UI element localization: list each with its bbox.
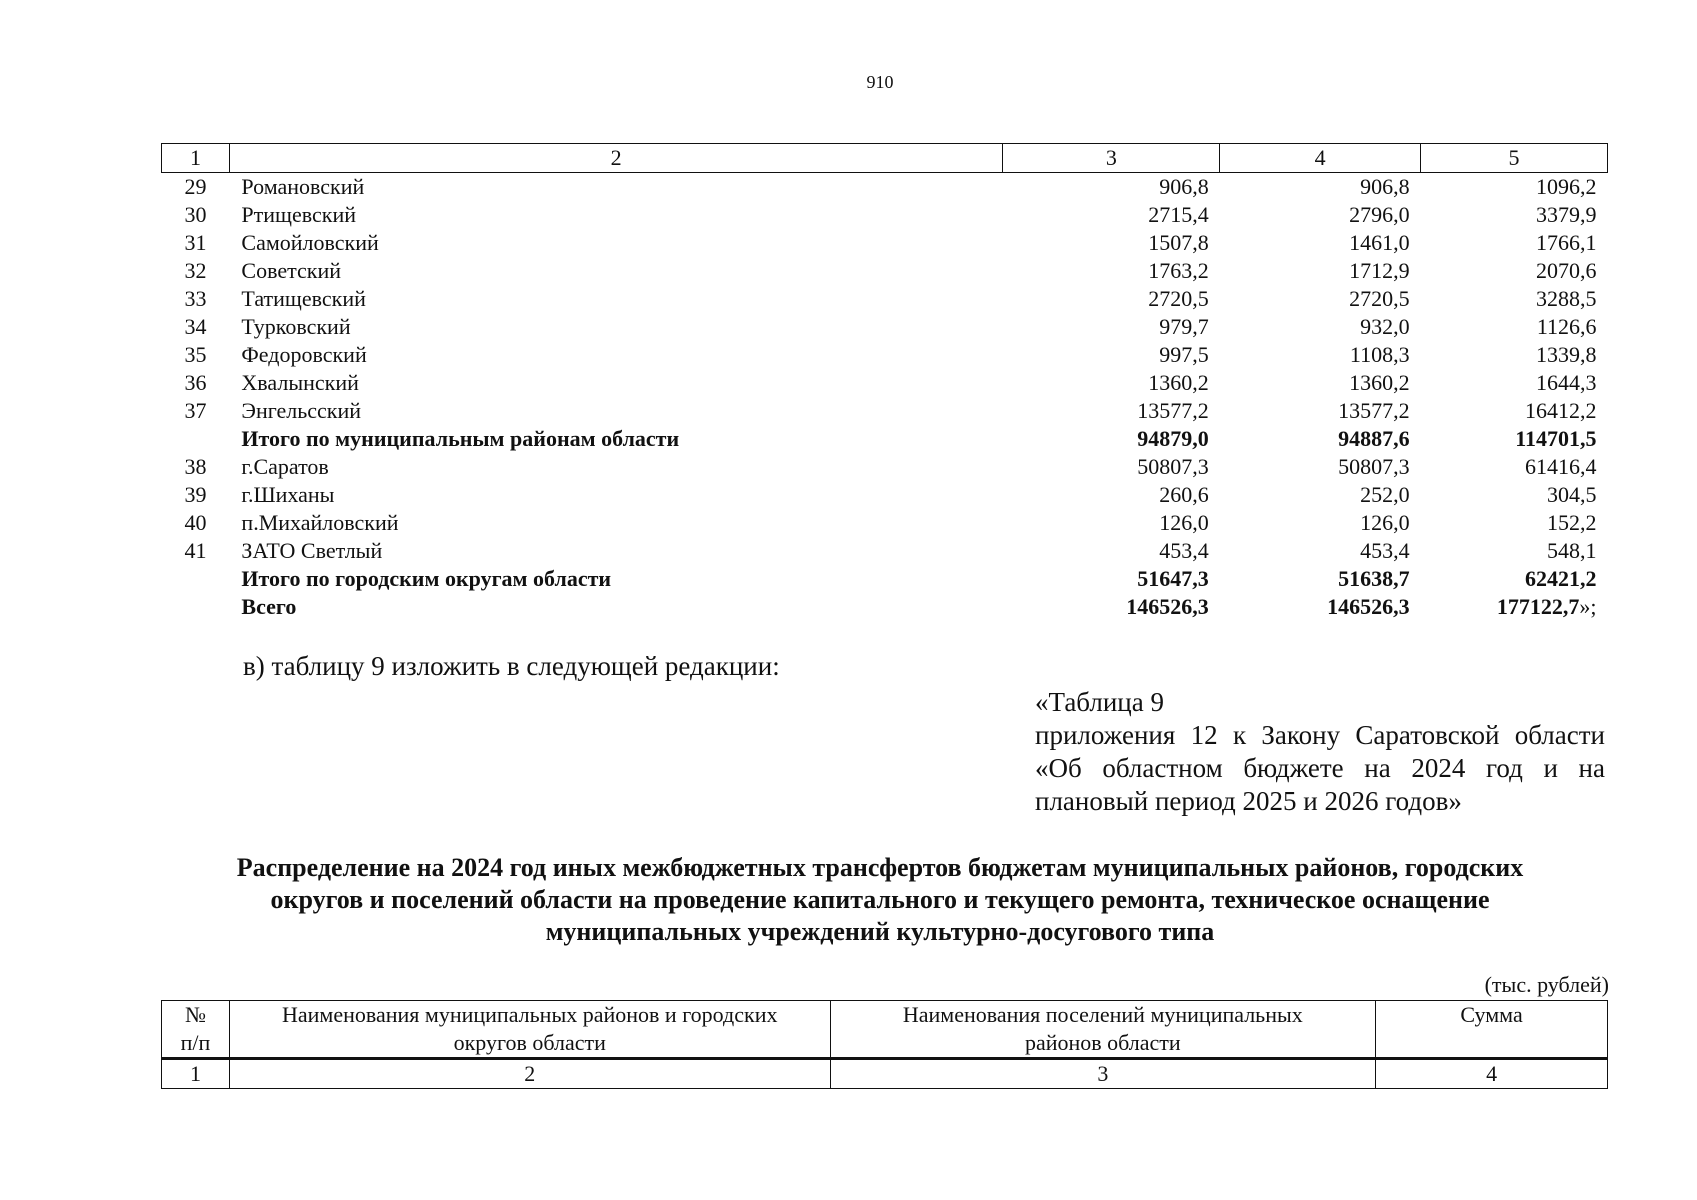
value-col-3 xyxy=(1003,565,1220,593)
units-label: (тыс. рублей) xyxy=(1484,972,1609,997)
total-row xyxy=(162,565,1608,593)
page-number: 910 xyxy=(866,72,894,92)
value-col-4 xyxy=(1220,285,1421,313)
value-col-4-text: 1461,0 xyxy=(1349,230,1410,255)
district-name-text: Итого по городским округам области xyxy=(241,566,612,591)
row-number xyxy=(162,313,230,341)
value-col-3-text: 2715,4 xyxy=(1148,202,1209,227)
header-index-line-2: п/п xyxy=(180,1030,211,1055)
value-col-4-text: 252,0 xyxy=(1360,482,1410,507)
column-number-1: 1 xyxy=(162,144,230,173)
value-col-3 xyxy=(1003,593,1220,621)
table-row xyxy=(162,257,1608,285)
value-col-4 xyxy=(1220,173,1421,202)
district-name xyxy=(229,369,1003,397)
district-name xyxy=(229,453,1003,481)
table-heading xyxy=(130,852,1630,948)
district-name xyxy=(229,593,1003,621)
value-col-4 xyxy=(1220,537,1421,565)
value-col-3 xyxy=(1003,285,1220,313)
value-col-3-text: 453,4 xyxy=(1159,538,1209,563)
district-name-text: Татищевский xyxy=(241,286,366,311)
row-number xyxy=(162,285,230,313)
district-name xyxy=(229,509,1003,537)
value-col-5 xyxy=(1421,453,1608,481)
table-row xyxy=(162,509,1608,537)
header-settlement-name xyxy=(830,1001,1376,1059)
row-number xyxy=(162,453,230,481)
table-row xyxy=(162,229,1608,257)
district-name-text: г.Саратов xyxy=(241,454,329,479)
allocation-table-continued xyxy=(161,143,1608,621)
row-number xyxy=(162,425,230,453)
value-col-5-text: 2070,6 xyxy=(1536,258,1597,283)
row-number-text: 36 xyxy=(184,370,207,395)
district-name-text: Энгельсский xyxy=(241,398,361,423)
row-number xyxy=(162,257,230,285)
value-col-5-text: 548,1 xyxy=(1547,538,1597,563)
value-col-3-text: 1507,8 xyxy=(1148,230,1209,255)
header-district-line-1: Наименования муниципальных районов и городских xyxy=(282,1002,778,1027)
value-col-5 xyxy=(1421,201,1608,229)
district-name xyxy=(229,565,1003,593)
value-col-4 xyxy=(1220,397,1421,425)
table-row xyxy=(162,481,1608,509)
header-settlement-line-1: Наименования поселений муниципальных xyxy=(902,1002,1303,1027)
value-col-4 xyxy=(1220,341,1421,369)
value-col-4 xyxy=(1220,257,1421,285)
value-col-4 xyxy=(1220,481,1421,509)
value-col-5 xyxy=(1421,173,1608,202)
value-col-3 xyxy=(1003,173,1220,202)
value-col-5-text: 1096,2 xyxy=(1536,174,1597,199)
value-col-4 xyxy=(1220,453,1421,481)
row-number xyxy=(162,397,230,425)
value-col-3-text: 13577,2 xyxy=(1137,398,1209,423)
district-name xyxy=(229,229,1003,257)
row-number xyxy=(162,565,230,593)
value-col-4-text: 2720,5 xyxy=(1349,286,1410,311)
district-name-text: Ртищевский xyxy=(241,202,357,227)
district-name xyxy=(229,341,1003,369)
district-name xyxy=(229,537,1003,565)
table-row xyxy=(162,285,1608,313)
value-col-4 xyxy=(1220,201,1421,229)
value-col-3 xyxy=(1003,481,1220,509)
value-col-3-text: 1360,2 xyxy=(1148,370,1209,395)
value-col-5 xyxy=(1421,565,1608,593)
column-number-3: 3 xyxy=(1003,144,1220,173)
district-name-text: Самойловский xyxy=(241,230,379,255)
heading-line-1: Распределение на 2024 год иных межбюджетных трансфертов бюджетам муниципальных районов, городских xyxy=(236,853,1524,882)
district-name-text: Федоровский xyxy=(241,342,367,367)
district-name-text: Романовский xyxy=(241,174,365,199)
value-col-4-text: 51638,7 xyxy=(1338,566,1410,591)
table-header-row xyxy=(162,1001,1608,1059)
row-number xyxy=(162,537,230,565)
value-col-5 xyxy=(1421,229,1608,257)
row-number xyxy=(162,509,230,537)
header-settlement-line-2: районов области xyxy=(1024,1030,1181,1055)
column-number-4: 4 xyxy=(1376,1059,1608,1089)
value-col-3 xyxy=(1003,537,1220,565)
value-col-4 xyxy=(1220,369,1421,397)
value-col-5 xyxy=(1421,341,1608,369)
district-name xyxy=(229,201,1003,229)
value-col-5-text: 152,2 xyxy=(1547,510,1597,535)
table-reference-title: «Таблица 9 xyxy=(1035,687,1164,717)
value-col-5-text: 1766,1 xyxy=(1536,230,1597,255)
row-number-text: 29 xyxy=(184,174,207,199)
table-body xyxy=(162,173,1608,622)
value-col-5 xyxy=(1421,285,1608,313)
value-col-5-text: 114701,5 xyxy=(1515,426,1597,451)
column-number-5: 5 xyxy=(1421,144,1608,173)
district-name-text: г.Шиханы xyxy=(241,482,335,507)
value-col-4-text: 1360,2 xyxy=(1349,370,1410,395)
value-col-3-text: 260,6 xyxy=(1159,482,1209,507)
value-col-4 xyxy=(1220,313,1421,341)
value-col-4-text: 1108,3 xyxy=(1349,342,1410,367)
value-col-5 xyxy=(1421,257,1608,285)
value-col-3 xyxy=(1003,257,1220,285)
district-name xyxy=(229,173,1003,202)
table-row xyxy=(162,341,1608,369)
value-col-5-text: 16412,2 xyxy=(1525,398,1597,423)
value-col-5 xyxy=(1421,509,1608,537)
value-col-5-text: 1126,6 xyxy=(1536,314,1597,339)
value-col-5 xyxy=(1421,593,1608,621)
value-col-3-text: 50807,3 xyxy=(1137,454,1209,479)
district-name xyxy=(229,481,1003,509)
value-col-4 xyxy=(1220,509,1421,537)
value-col-3 xyxy=(1003,509,1220,537)
value-col-3-text: 51647,3 xyxy=(1137,566,1209,591)
district-name-text: Турковский xyxy=(241,314,351,339)
row-number-text: 33 xyxy=(184,286,207,311)
district-name-text: Итого по муниципальным районам области xyxy=(241,426,680,451)
value-col-3 xyxy=(1003,341,1220,369)
value-col-3 xyxy=(1003,397,1220,425)
row-number-text: 41 xyxy=(184,538,207,563)
value-col-4-text: 906,8 xyxy=(1360,174,1410,199)
column-number-2: 2 xyxy=(229,144,1003,173)
row-number xyxy=(162,593,230,621)
row-number xyxy=(162,481,230,509)
value-col-4-text: 146526,3 xyxy=(1327,594,1410,619)
header-amount: Сумма xyxy=(1376,1001,1608,1059)
value-col-3 xyxy=(1003,369,1220,397)
column-number-1: 1 xyxy=(162,1059,230,1089)
row-number xyxy=(162,201,230,229)
value-col-5-text: 61416,4 xyxy=(1525,454,1597,479)
value-col-5-text: 62421,2 xyxy=(1525,566,1597,591)
value-col-5 xyxy=(1421,313,1608,341)
row-number-text: 34 xyxy=(184,314,207,339)
row-number xyxy=(162,341,230,369)
value-col-4 xyxy=(1220,565,1421,593)
row-number-text: 31 xyxy=(184,230,207,255)
column-numbers-row xyxy=(162,1059,1608,1089)
value-col-5-text: 1644,3 xyxy=(1536,370,1597,395)
value-col-3-text: 979,7 xyxy=(1159,314,1209,339)
table-row xyxy=(162,453,1608,481)
value-col-3 xyxy=(1003,313,1220,341)
value-col-4-text: 13577,2 xyxy=(1338,398,1410,423)
district-name-text: ЗАТО Светлый xyxy=(241,538,383,563)
district-name xyxy=(229,313,1003,341)
value-col-4-text: 932,0 xyxy=(1360,314,1410,339)
column-number-4: 4 xyxy=(1220,144,1421,173)
value-col-5-text: 3379,9 xyxy=(1536,202,1597,227)
column-number-3: 3 xyxy=(830,1059,1376,1089)
value-col-5-text: 304,5 xyxy=(1547,482,1597,507)
district-name xyxy=(229,397,1003,425)
column-number-2: 2 xyxy=(229,1059,830,1089)
value-col-4-text: 2796,0 xyxy=(1349,202,1410,227)
value-col-5 xyxy=(1421,397,1608,425)
row-number xyxy=(162,173,230,202)
table-row xyxy=(162,369,1608,397)
row-number-text: 40 xyxy=(184,510,207,535)
row-number-text: 30 xyxy=(184,202,207,227)
header-district-name xyxy=(229,1001,830,1059)
value-col-3 xyxy=(1003,425,1220,453)
transfers-table xyxy=(161,1000,1608,1089)
row-number-text: 32 xyxy=(184,258,207,283)
district-name-text: п.Михайловский xyxy=(241,510,399,535)
value-col-5 xyxy=(1421,537,1608,565)
heading-line-2: округов и поселений области на проведение капитального и текущего ремонта, техническое оснащение xyxy=(270,885,1490,914)
value-col-5 xyxy=(1421,425,1608,453)
header-index-line-1: № xyxy=(184,1002,206,1027)
closing-quote: »; xyxy=(1579,594,1597,619)
value-col-4 xyxy=(1220,229,1421,257)
header-index xyxy=(162,1001,230,1059)
table-row xyxy=(162,173,1608,202)
district-name xyxy=(229,285,1003,313)
value-col-4 xyxy=(1220,593,1421,621)
value-col-4-text: 126,0 xyxy=(1360,510,1410,535)
value-col-3-text: 94879,0 xyxy=(1137,426,1209,451)
amendment-instruction: в) таблицу 9 изложить в следующей редакции: xyxy=(243,651,780,681)
row-number xyxy=(162,229,230,257)
value-col-5-text: 177122,7 xyxy=(1496,594,1580,619)
value-col-3-text: 2720,5 xyxy=(1148,286,1209,311)
value-col-4-text: 453,4 xyxy=(1360,538,1410,563)
district-name-text: Всего xyxy=(241,594,297,619)
total-row xyxy=(162,593,1608,621)
value-col-5-text: 1339,8 xyxy=(1536,342,1597,367)
table-row xyxy=(162,537,1608,565)
value-col-3 xyxy=(1003,229,1220,257)
total-row xyxy=(162,425,1608,453)
value-col-3-text: 997,5 xyxy=(1159,342,1209,367)
table-reference xyxy=(1035,686,1605,818)
value-col-3-text: 126,0 xyxy=(1159,510,1209,535)
table-row xyxy=(162,201,1608,229)
table-header-row xyxy=(162,144,1608,173)
value-col-4-text: 94887,6 xyxy=(1338,426,1410,451)
header-district-line-2: округов области xyxy=(453,1030,606,1055)
value-col-5-text: 3288,5 xyxy=(1536,286,1597,311)
value-col-3 xyxy=(1003,201,1220,229)
table-reference-body: приложения 12 к Закону Саратовской области «Об областном бюджете на 2024 год и на плановый период 2025 и 2026 годов» xyxy=(1035,720,1605,816)
value-col-3 xyxy=(1003,453,1220,481)
district-name-text: Хвалынский xyxy=(241,370,359,395)
table-row xyxy=(162,313,1608,341)
row-number xyxy=(162,369,230,397)
value-col-3-text: 146526,3 xyxy=(1126,594,1209,619)
value-col-5 xyxy=(1421,369,1608,397)
heading-line-3: муниципальных учреждений культурно-досугового типа xyxy=(545,917,1215,946)
row-number-text: 37 xyxy=(184,398,207,423)
value-col-4-text: 50807,3 xyxy=(1338,454,1410,479)
table-row xyxy=(162,397,1608,425)
row-number-text: 39 xyxy=(184,482,207,507)
value-col-4-text: 1712,9 xyxy=(1349,258,1410,283)
value-col-5 xyxy=(1421,481,1608,509)
row-number-text: 35 xyxy=(184,342,207,367)
value-col-4 xyxy=(1220,425,1421,453)
value-col-3-text: 1763,2 xyxy=(1148,258,1209,283)
value-col-3-text: 906,8 xyxy=(1159,174,1209,199)
row-number-text: 38 xyxy=(184,454,207,479)
district-name xyxy=(229,425,1003,453)
district-name xyxy=(229,257,1003,285)
district-name-text: Советский xyxy=(241,258,342,283)
